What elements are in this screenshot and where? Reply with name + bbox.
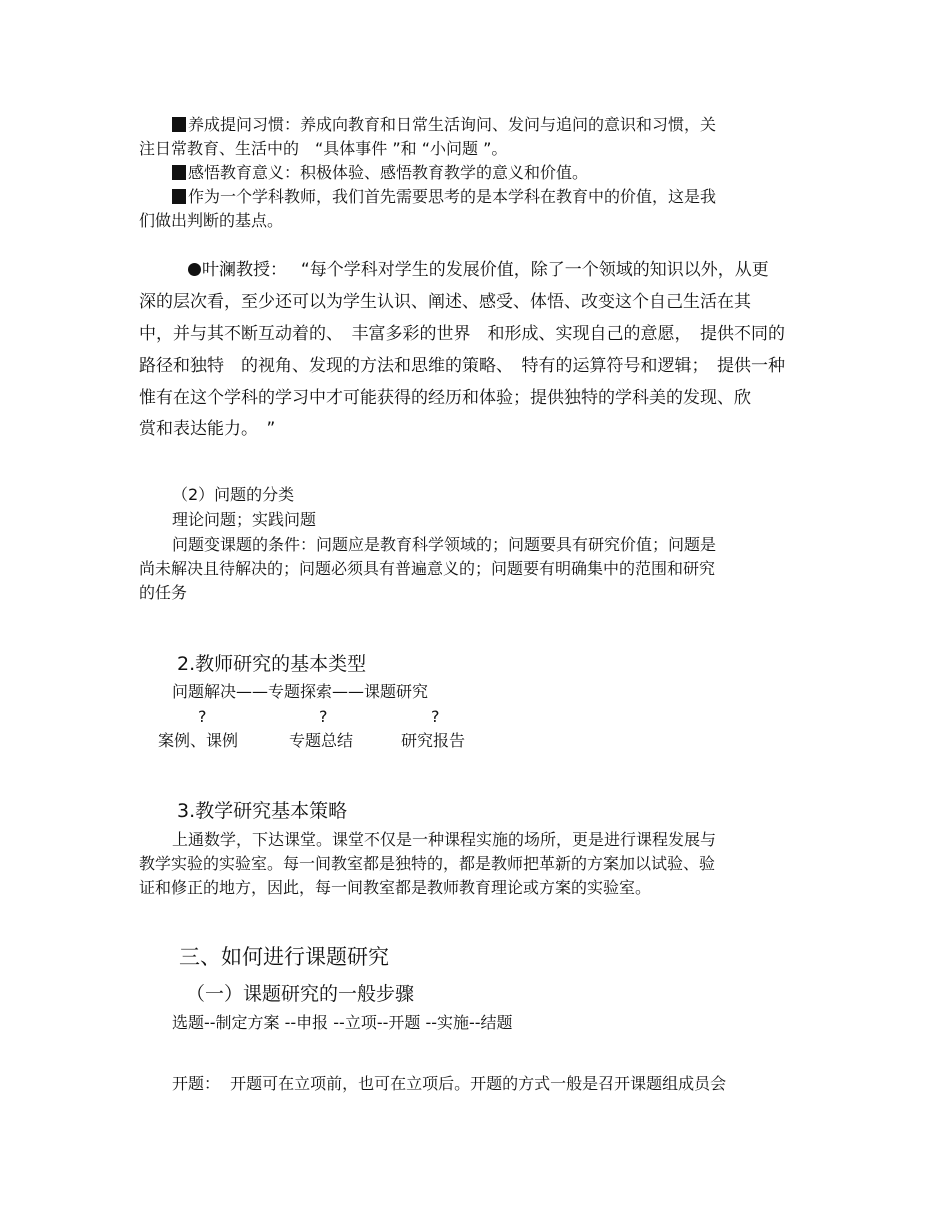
quote-line-2: 深的层次看，至少还可以为学生认识、阐述、感受、体悟、改变这个自己生活在其	[139, 292, 751, 312]
habit-line-5: 们做出判断的基点。	[139, 211, 284, 230]
project-heading: 三、如何进行课题研究	[179, 945, 389, 969]
strategy-line-1: 上通数学，下达课堂。课堂不仅是一种课程实施的场所，更是进行课程发展与	[172, 830, 717, 849]
square-bullet-icon	[172, 189, 186, 204]
classification-line-2: 尚未解决且待解决的；问题必须具有普遍意义的；问题要有明确集中的范围和研究	[139, 559, 716, 578]
research-type-output-2: 专题总结	[289, 731, 354, 750]
round-bullet-icon	[188, 263, 201, 276]
research-type-output-1: 案例、课例	[158, 731, 239, 750]
quote-line-6: 赏和表达能力。 ”	[139, 419, 276, 439]
quote-line-1: 叶澜教授： “每个学科对学生的发展价值，除了一个领域的知识以外，从更	[188, 262, 769, 279]
research-types-flow: 问题解决——专题探索——课题研究	[172, 682, 429, 701]
quote-line-5: 惟有在这个学科的学习中才可能获得的经历和体验；提供独特的学科美的发现、欣	[139, 388, 751, 408]
habit-line-2: 注日常教育、生活中的 “具体事件 ”和 “小问题 ”。	[139, 139, 508, 158]
project-subheading: （一）课题研究的一般步骤	[186, 983, 415, 1005]
research-type-mark-1: ?	[198, 707, 207, 726]
strategy-line-2: 教学实验的实验室。每一间教室都是独特的，都是教师把革新的方案加以试验、验	[139, 854, 716, 873]
research-type-output-3: 研究报告	[401, 731, 466, 750]
classification-line-3: 的任务	[139, 583, 188, 602]
strategy-line-3: 证和修正的地方，因此，每一间教室都是教师教育理论或方案的实验室。	[139, 878, 652, 897]
research-types-heading: 2.教师研究的基本类型	[177, 653, 367, 675]
project-steps: 选题--制定方案 --申报 --立项--开题 --实施--结题	[172, 1013, 513, 1032]
quote-line-4: 路径和独特 的视角、发现的方法和思维的策略、 特有的运算符号和逻辑； 提供一种	[139, 356, 785, 376]
classification-types: 理论问题；实践问题	[172, 510, 317, 529]
habit-line-4: 作为一个学科教师，我们首先需要思考的是本学科在教育中的价值，这是我	[172, 189, 716, 205]
project-opening: 开题： 开题可在立项前，也可在立项后。开题的方式一般是召开课题组成员会	[172, 1074, 727, 1093]
strategy-heading: 3.教学研究基本策略	[177, 800, 348, 822]
classification-heading: （2）问题的分类	[172, 485, 295, 504]
square-bullet-icon	[172, 165, 186, 180]
square-bullet-icon	[172, 117, 186, 132]
habit-line-3: 感悟教育意义：积极体验、感悟教育教学的意义和价值。	[172, 165, 588, 181]
habit-line-1: 养成提问习惯：养成向教育和日常生活询问、发问与追问的意识和习惯，关	[172, 117, 716, 133]
classification-line-1: 问题变课题的条件：问题应是教育科学领域的；问题要具有研究价值；问题是	[172, 535, 717, 554]
research-type-mark-3: ?	[431, 707, 440, 726]
research-type-mark-2: ?	[319, 707, 328, 726]
quote-line-3: 中，并与其不断互动着的、 丰富多彩的世界 和形成、实现自己的意愿， 提供不同的	[139, 324, 785, 344]
